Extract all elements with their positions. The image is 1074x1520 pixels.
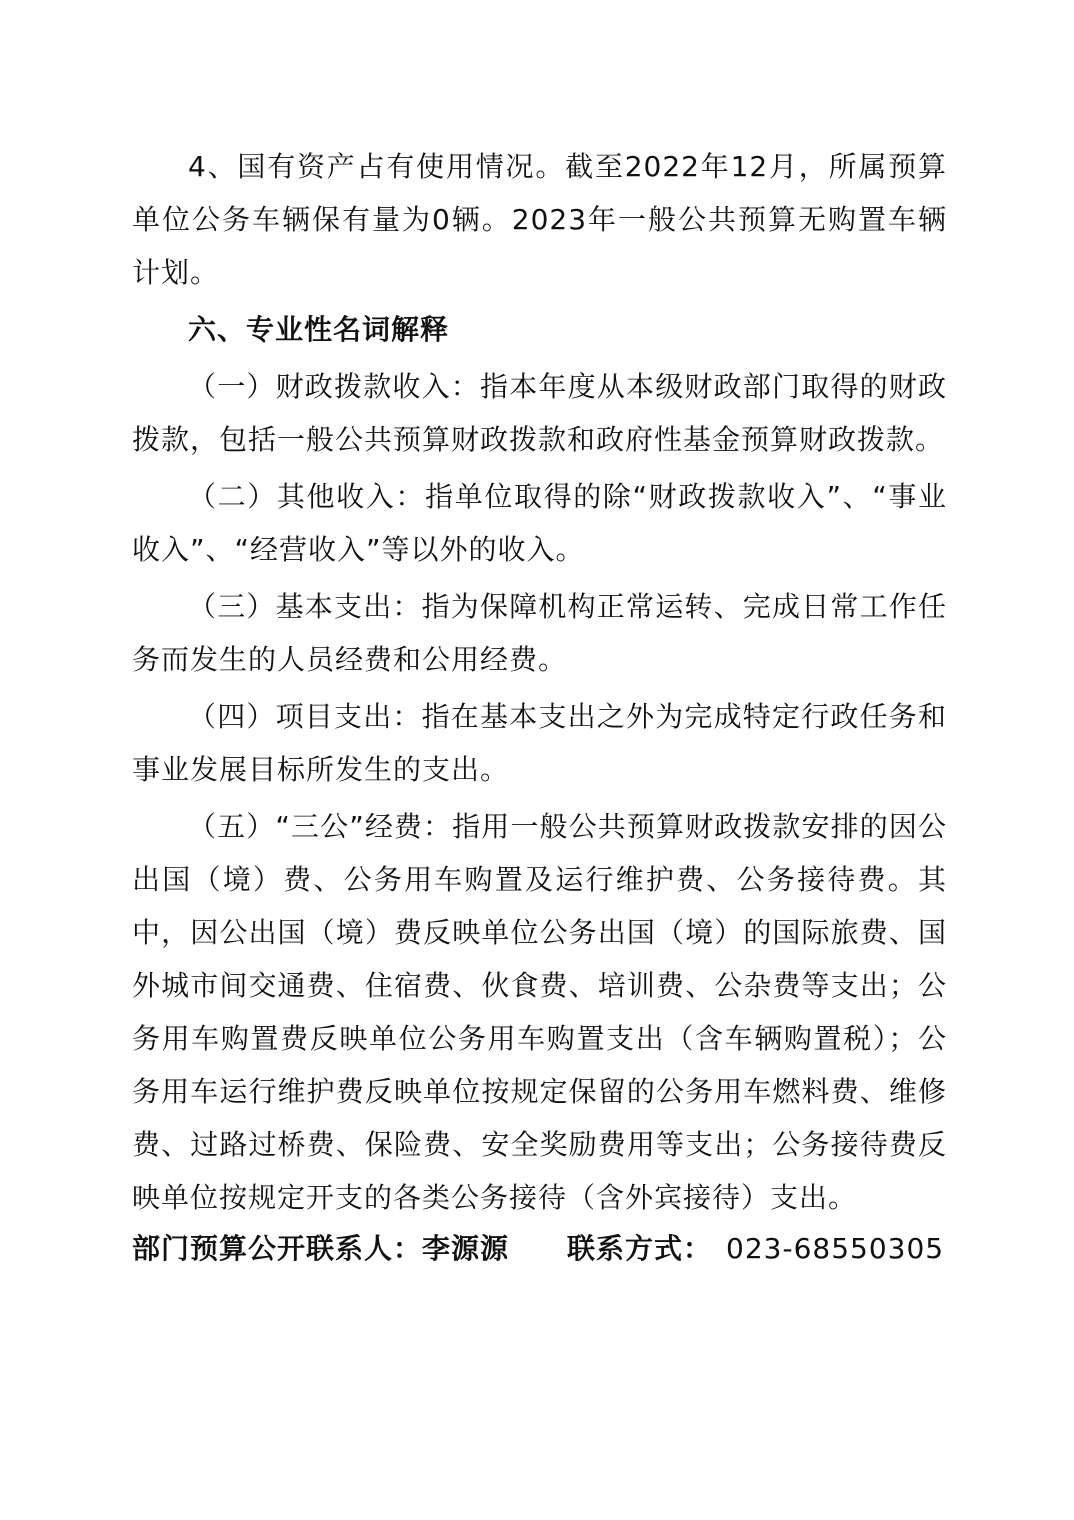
contact-person: 部门预算公开联系人：李源源 [132,1232,510,1265]
contact-phone-label: 联系方式： [567,1232,713,1265]
paragraph-term-3: （三）基本支出：指为保障机构正常运转、完成日常工作任务而发生的人员经费和公用经费。 [132,590,947,676]
contact-phone-value: 023-68550305 [726,1232,945,1265]
section-title: 六、专业性名词解释 [188,313,450,346]
paragraph-term-2: （二）其他收入：指单位取得的除“财政拨款收入”、“事业收入”、“经营收入”等以外的收入。 [132,480,947,566]
paragraph-term-1: （一）财政拨款收入：指本年度从本级财政部门取得的财政拨款，包括一般公共预算财政拨款和政府性基金预算财政拨款。 [132,370,947,456]
contact-line [132,1222,944,1275]
paragraph-term-4: （四）项目支出：指在基本支出之外为完成特定行政任务和事业发展目标所发生的支出。 [132,700,947,786]
paragraph-assets: 4、国有资产占有使用情况。截至2022年12月，所属预算单位公务车辆保有量为0辆。2023年一般公共预算无购置车辆计划。 [132,150,947,289]
paragraph-term-5: （五）“三公”经费：指用一般公共预算财政拨款安排的因公出国（境）费、公务用车购置及运行维护费、公务接待费。其中，因公出国（境）费反映单位公务出国（境）的国际旅费、国外城市间交通费、住宿费、伙食费、培训费、公杂费等支出；公务用车购置费反映单位公务用车购置支出（含车辆购置税）；公务用车运行维护费反映单位按规定保留的公务用车燃料费、维修费、过路过桥费、保险费、安全奖励费用等支出；公务接待费反映单位按规定开支的各类公务接待（含外宾接待）支出。 [132,810,947,1214]
document-body [132,140,947,1228]
